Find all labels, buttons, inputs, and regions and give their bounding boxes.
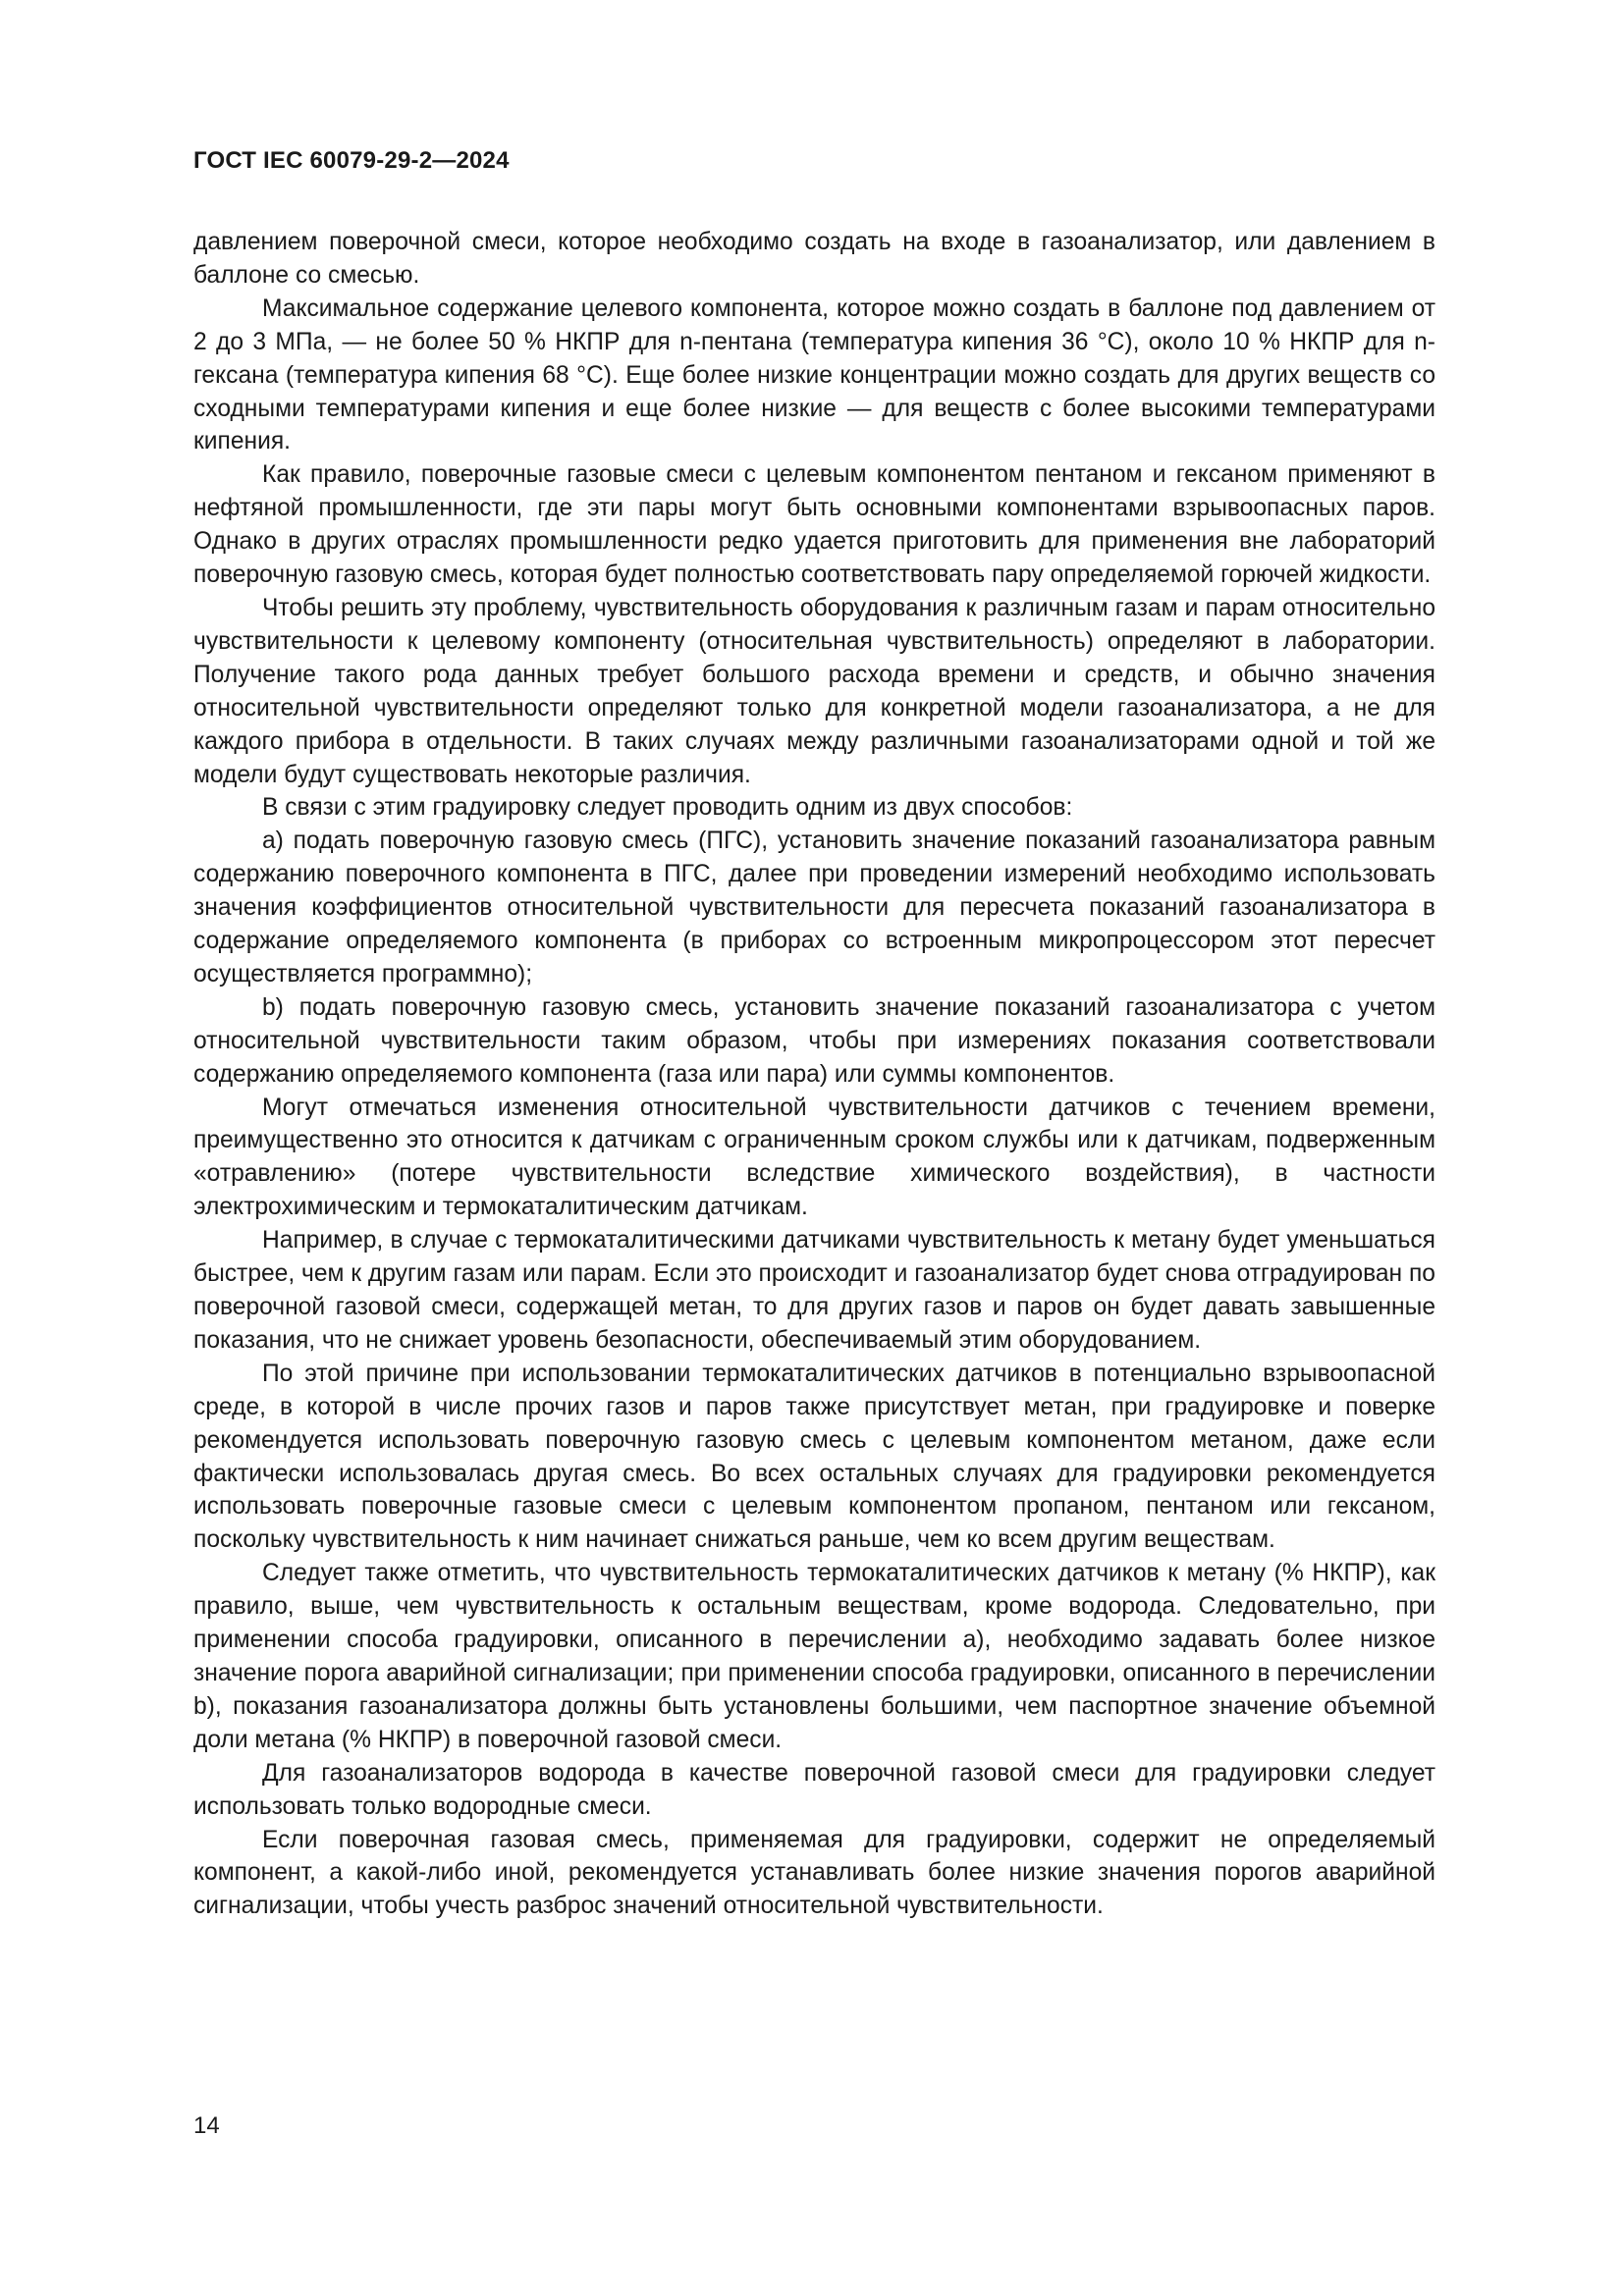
paragraph: b) подать поверочную газовую смесь, установить значение показаний газоанализатора с учетом относительной чувствительности таким образом, чтобы при измерениях показания соответствовали содержанию определяемого компонента (газа или пара) или суммы компонентов. [193,993,1435,1088]
paragraph: Как правило, поверочные газовые смеси с целевым компонентом пентаном и гексаном применяют в нефтяной промышленности, где эти пары могут быть основными компонентами взрывоопасных паров. Однако в других отраслях промышленности редко удается приготовить для применения вне лабораторий поверочную газовую смесь, которая будет полностью соответствовать пару определяемой горючей жидкости. [193,461,1435,589]
document-body [193,226,1435,1923]
paragraph: а) подать поверочную газовую смесь (ПГС), установить значение показаний газоанализатора равным содержанию поверочного компонента в ПГС, далее при проведении измерений необходимо использовать значения коэффициентов относительной чувствительности для пересчета показаний газоанализатора в содержание определяемого компонента (в приборах со встроенным микропроцессором этот пересчет осуществляется программно); [193,828,1435,988]
paragraph: Могут отмечаться изменения относительной чувствительности датчиков с течением времени, преимущественно это относится к датчикам с ограниченным сроком службы или к датчикам, подверженным «отравлению» (потере чувствительности вследствие химического воздействия), в частности электрохимическим и термокаталитическим датчикам. [193,1094,1435,1221]
paragraph: Если поверочная газовая смесь, применяемая для градуировки, содержит не определяемый компонент, а какой-либо иной, рекомендуется устанавливать более низкие значения порогов аварийной сигнализации, чтобы учесть разброс значений относительной чувствительности. [193,1826,1435,1920]
paragraph: В связи с этим градуировку следует проводить одним из двух способов: [262,794,1073,822]
paragraph: давлением поверочной смеси, которое необходимо создать на входе в газоанализатор, или давлением в баллоне со смесью. [193,229,1435,289]
paragraph: Например, в случае с термокаталитическими датчиками чувствительность к метану будет уменьшаться быстрее, чем к другим газам или парам. Если это происходит и газоанализатор будет снова отградуирован по поверочной газовой смеси, содержащей метан, то для других газов и паров он будет давать завышенные показания, что не снижает уровень безопасности, обеспечиваемый этим оборудованием. [193,1227,1435,1354]
document-header: ГОСТ IEC 60079-29-2—2024 [193,147,510,174]
paragraph: Чтобы решить эту проблему, чувствительность оборудования к различным газам и парам относительно чувствительности к целевому компоненту (относительная чувствительность) определяют в лаборатории. Получение такого рода данных требует большого расхода времени и средств, и обычно значения относительной чувствительности определяют только для конкретной модели газоанализатора, а не для каждого прибора в отдельности. В таких случаях между различными газоанализаторами одной и той же модели будут существовать некоторые различия. [193,594,1435,788]
page-number: 14 [193,2112,220,2139]
paragraph: По этой причине при использовании термокаталитических датчиков в потенциально взрывоопасной среде, в которой в числе прочих газов и паров также присутствует метан, при градуировке и поверке рекомендуется использовать поверочную газовую смесь с целевым компонентом метаном, даже если фактически использовалась другая смесь. Во всех остальных случаях для градуировки рекомендуется использовать поверочные газовые смеси с целевым компонентом пропаном, пентаном или гексаном, поскольку чувствительность к ним начинает снижаться раньше, чем ко всем другим веществам. [193,1360,1435,1554]
paragraph: Максимальное содержание целевого компонента, которое можно создать в баллоне под давлением от 2 до 3 МПа, — не более 50 % НКПР для n-пентана (температура кипения 36 °С), около 10 % НКПР для n-гексана (температура кипения 68 °С). Еще более низкие концентрации можно создать для других веществ со сходными температурами кипения и еще более низкие — для веществ с более высокими температурами кипения. [193,294,1435,455]
paragraph: Следует также отметить, что чувствительность термокаталитических датчиков к метану (% НКПР), как правило, выше, чем чувствительность к остальным веществам, кроме водорода. Следовательно, при применении способа градуировки, описанного в перечислении а), необходимо задавать более низкое значение порога аварийной сигнализации; при применении способа градуировки, описанного в перечислении b), показания газоанализатора должны быть установлены большими, чем паспортное значение объемной доли метана (% НКПР) в поверочной газовой смеси. [193,1560,1435,1753]
paragraph: Для газоанализаторов водорода в качестве поверочной газовой смеси для градуировки следует использовать только водородные смеси. [193,1759,1435,1820]
